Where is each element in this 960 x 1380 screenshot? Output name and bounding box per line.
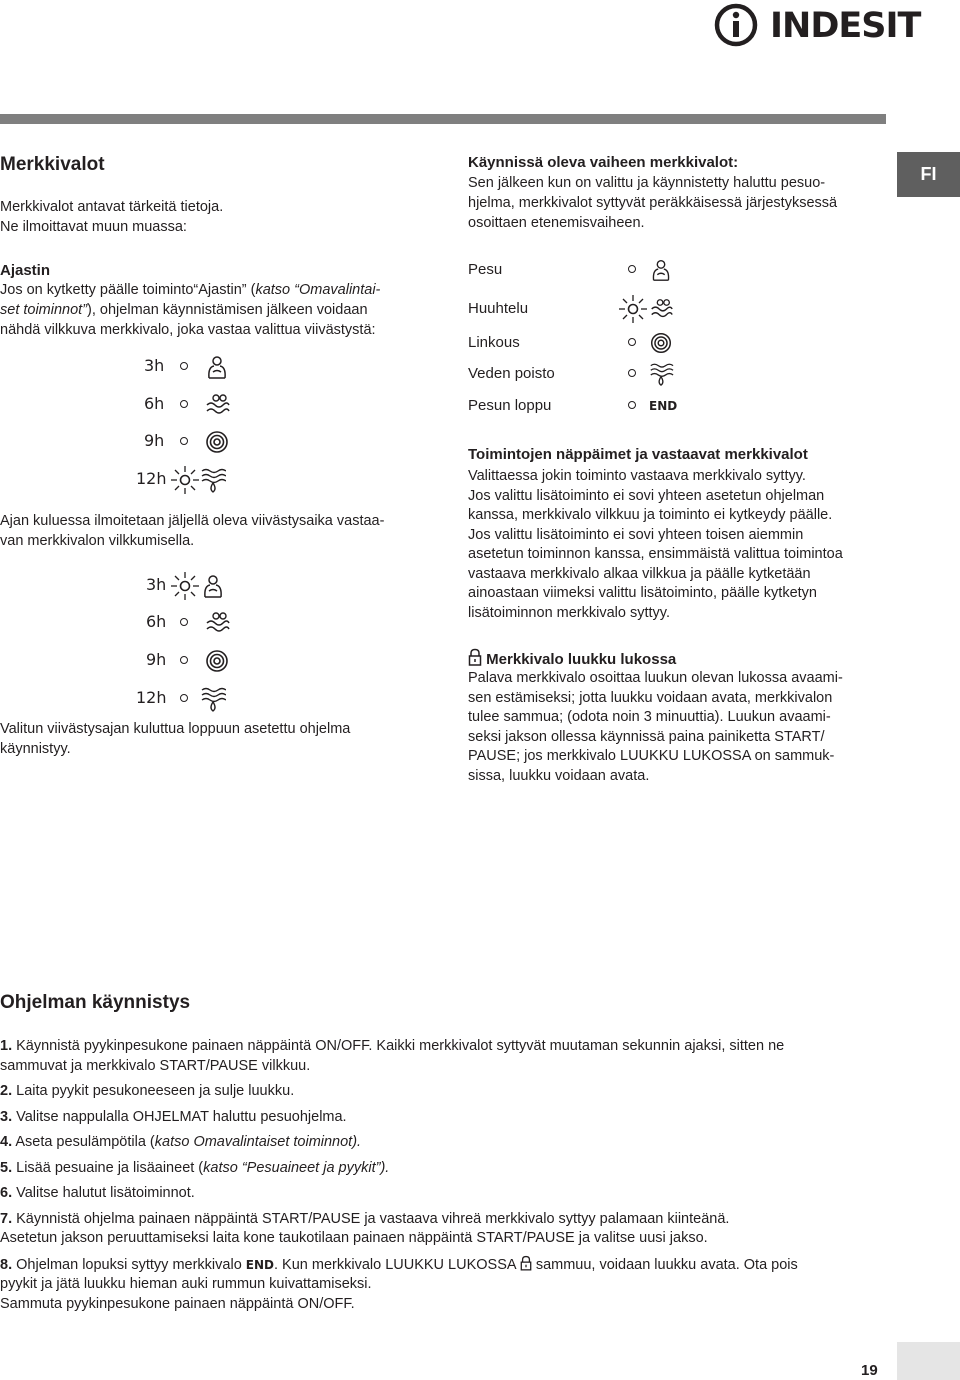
timer-label: 9h (146, 650, 167, 669)
indicator-light (180, 400, 188, 408)
step-2: 2. Laita pyykit pesukoneeseen ja sulje luukku. (0, 1083, 295, 1099)
end-label: END (649, 399, 678, 413)
paragraph-line: sen estämiseksi; jotta luukku voidaan avata, merkkivalon (468, 689, 833, 706)
page-number: 19 (861, 1362, 878, 1379)
step-5: 5. Lisää pesuaine ja lisäaineet (katso “Pesuaineet ja pyykit”). (0, 1159, 390, 1176)
timer-label: 6h (144, 394, 165, 413)
step-6: 6. Valitse halutut lisätoiminnot. (0, 1185, 195, 1201)
blinking-rays-icon (170, 465, 200, 495)
timer-row-6h (146, 608, 240, 638)
timer-row-6h (144, 390, 240, 420)
phase-row-linkous (468, 330, 688, 358)
rinse-icon (648, 296, 674, 322)
timer-row-12h (136, 684, 240, 714)
spin-icon (204, 428, 230, 456)
timer-label: 12h (136, 469, 167, 488)
rinse-icon (204, 391, 230, 419)
phase-label: Veden poisto (468, 365, 555, 382)
paragraph-line: tulee sammua; (odota noin 3 minuuttia). Luukun avaami- (468, 709, 831, 725)
indicator-light (180, 362, 188, 370)
ajastin-end-line-1: Valitun viivästysajan kuluttua loppuun asetettu ohjelma (0, 721, 351, 737)
indicator-light (180, 656, 188, 664)
indicator-light (180, 437, 188, 445)
rinse-icon (204, 609, 230, 637)
prewash-icon (200, 572, 226, 600)
intro-line-1: Merkkivalot antavat tärkeitä tietoja. (0, 199, 224, 215)
ajastin-title: Ajastin (0, 262, 51, 279)
timer-row-9h (144, 427, 240, 457)
timer-row-12h (136, 465, 240, 495)
ajastin-mid-line-2: van merkkivalon vilkkumisella. (0, 533, 195, 549)
paragraph-line: ainoastaan viimeksi valittu lisätoiminto, päälle kytketyn (468, 585, 817, 601)
indicator-light (628, 401, 636, 409)
buttons-title: Toimintojen näppäimet ja vastaavat merkkivalot (468, 446, 808, 463)
drain-icon (648, 361, 674, 387)
phase-label: Huuhtelu (468, 300, 529, 317)
phase-row-pesu (468, 257, 688, 285)
paragraph-line: Jos valittu lisätoiminto ei sovi yhteen asetetun ohjelman (468, 487, 825, 504)
timer-label: 3h (144, 356, 165, 375)
spin-icon (648, 330, 674, 356)
header-rule (0, 114, 886, 124)
timer-row-9h (146, 646, 240, 676)
paragraph-line: lisätoiminnon merkkivalo syttyy. (468, 604, 670, 621)
wash-icon (648, 257, 674, 283)
phases-line-3: osoittaen etenemisvaiheen. (468, 215, 645, 231)
phase-label: Linkous (468, 334, 520, 351)
phase-label: Pesu (468, 261, 503, 278)
step-4: 4. Aseta pesulämpötila (katso Omavalintaiset toiminnot). (0, 1134, 362, 1150)
step-7: 7. Käynnistä ohjelma painaen näppäintä START/PAUSE ja vastaava vihreä merkkivalo syttyy palamaan kiinteänä. (0, 1210, 730, 1227)
lock-title: Merkkivalo luukku lukossa (486, 651, 677, 668)
step-8-cont-2: Sammuta pyykinpesukone painaen näppäintä ON/OFF. (0, 1295, 355, 1312)
timer-label: 6h (146, 612, 167, 631)
blinking-rays-icon (618, 294, 648, 324)
start-title: Ohjelman käynnistys (0, 992, 191, 1013)
phase-label: Pesun loppu (468, 397, 552, 414)
timer-label: 12h (136, 688, 167, 707)
indicator-light (180, 618, 188, 626)
prewash-icon (204, 353, 230, 381)
ajastin-line-3: nähdä vilkkuva merkkivalo, joka vastaa valittua viivästystä: (0, 322, 376, 338)
buttons-paragraph (468, 467, 843, 623)
indicator-light (628, 338, 636, 346)
paragraph-line: sissa, luukku voidaan avata. (468, 767, 650, 784)
paragraph-line: asetetun toiminnon kanssa, ensimmäistä valittua toimintoa (468, 546, 843, 562)
step-7-cont: Asetetun jakson peruuttamiseksi laita kone taukotilaan painaen näppäintä START/PAUSE ja valitse uusi jakso. (0, 1230, 708, 1246)
drain-icon (200, 466, 226, 494)
page-tab (897, 1342, 960, 1380)
section-title-merkkivalot: Merkkivalot (0, 154, 105, 175)
indicator-light (180, 694, 188, 702)
indesit-logo (712, 2, 921, 48)
paragraph-line: kanssa, merkkivalo vilkkuu ja toiminto ei kytkeydy päälle. (468, 507, 833, 523)
spin-icon (204, 647, 230, 675)
phase-row-pesun-loppu (468, 393, 688, 421)
phases-line-2: hjelma, merkkivalot syttyvät peräkkäisessä järjestyksessä (468, 195, 838, 211)
ajastin-mid-line-1: Ajan kuluessa ilmoitetaan jäljellä oleva viivästysaika vastaa- (0, 513, 385, 529)
lock-title-row (468, 648, 676, 668)
timer-row-3h (144, 352, 240, 382)
timer-row-3h (136, 571, 240, 601)
step-8-cont-1: pyykit ja jätä luukku hieman auki rummun kuivattamiseksi. (0, 1276, 372, 1292)
blinking-rays-icon (170, 571, 200, 601)
ajastin-line-1: Jos on kytketty päälle toiminto“Ajastin” (katso “Omavalintai- (0, 282, 381, 298)
ajastin-end-line-2: käynnistyy. (0, 741, 71, 757)
brand-name: INDESIT (770, 6, 921, 46)
step-1-cont: sammuvat ja merkkivalo START/PAUSE vilkkuu. (0, 1057, 311, 1074)
paragraph-line: Palava merkkivalo osoittaa luukun olevan lukossa avaami- (468, 670, 843, 686)
paragraph-line: Jos valittu lisätoiminto ei sovi yhteen toisen aiemmin (468, 526, 804, 543)
lock-icon (520, 1255, 532, 1271)
phase-row-veden-poisto (468, 361, 688, 389)
drain-icon (200, 685, 226, 713)
start-steps (0, 1037, 890, 1314)
phase-row-huuhtelu (468, 296, 688, 324)
indesit-logo-icon (712, 2, 762, 48)
indicator-light (628, 369, 636, 377)
timer-label: 3h (146, 575, 167, 594)
phases-line-1: Sen jälkeen kun on valittu ja käynnistetty haluttu pesuo- (468, 175, 826, 191)
lock-icon (468, 648, 482, 666)
intro-line-2: Ne ilmoittavat muun muassa: (0, 219, 187, 235)
step-8: 8. Ohjelman lopuksi syttyy merkkivalo END. Kun merkkivalo LUUKKU LUKOSSA sammuu, voidaan luukku avata. Ota pois (0, 1256, 798, 1273)
language-tab: FI (897, 152, 960, 197)
phases-title: Käynnissä oleva vaiheen merkkivalot: (468, 154, 739, 171)
lock-paragraph (468, 669, 843, 786)
paragraph-line: Valittaessa jokin toiminto vastaava merkkivalo syttyy. (468, 468, 806, 484)
ajastin-line-2: set toiminnot”), ohjelman käynnistämisen jälkeen voidaan (0, 302, 368, 318)
step-3: 3. Valitse nappulalla OHJELMAT haluttu pesuohjelma. (0, 1108, 347, 1125)
indicator-light (628, 265, 636, 273)
paragraph-line: seksi jakson ollessa käynnissä paina painiketta START/ (468, 728, 825, 745)
paragraph-line: vastaava merkkivalo alkaa vilkkua ja päälle kytketään (468, 565, 811, 582)
step-1: 1. Käynnistä pyykinpesukone painaen näppäintä ON/OFF. Kaikki merkkivalot syttyvät muutaman sekunnin ajaksi, sitten ne (0, 1038, 785, 1054)
paragraph-line: PAUSE; jos merkkivalo LUUKKU LUKOSSA on sammuk- (468, 748, 835, 764)
timer-label: 9h (144, 431, 165, 450)
